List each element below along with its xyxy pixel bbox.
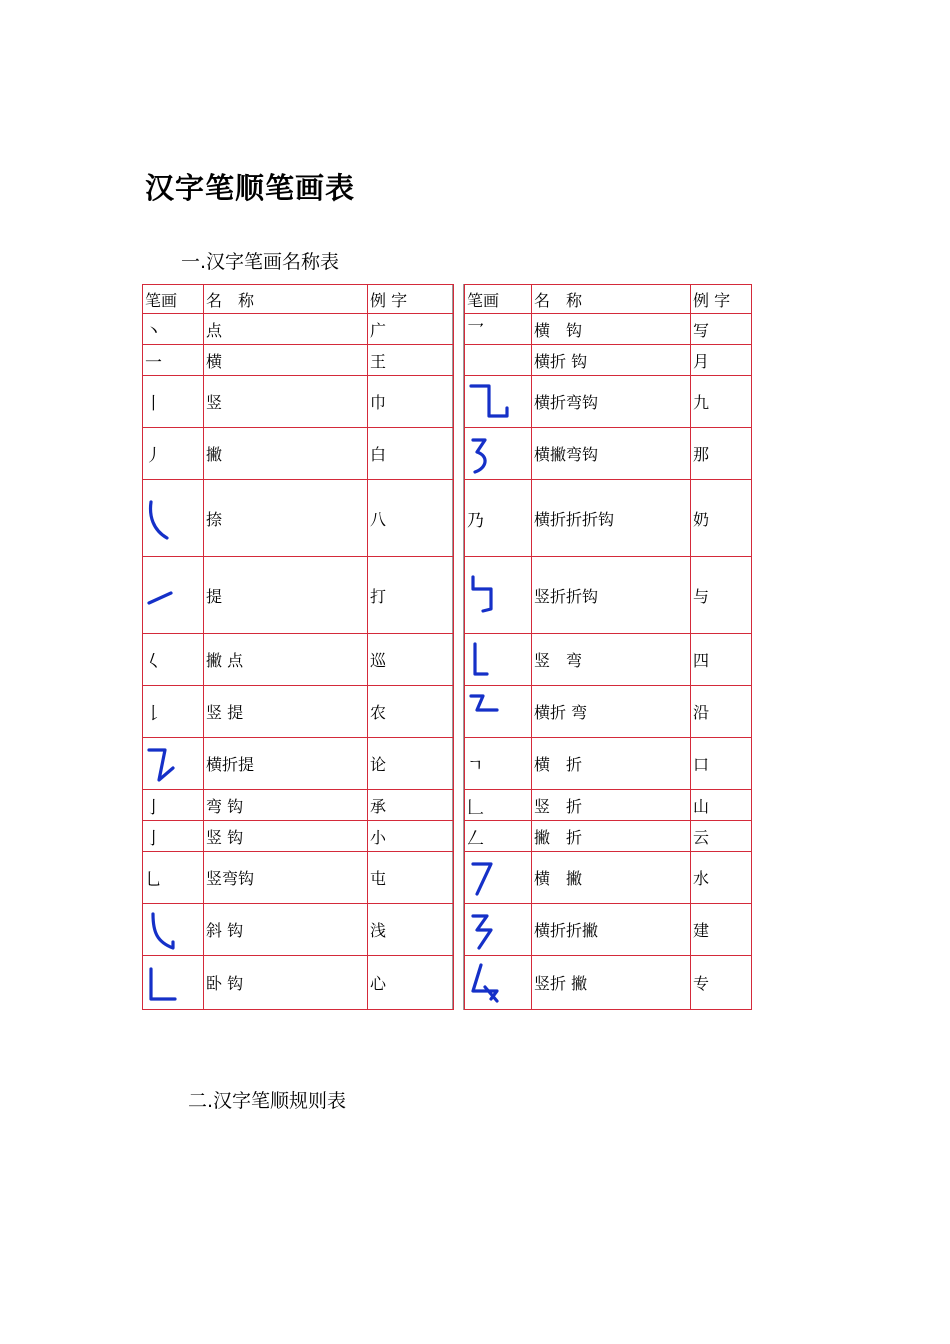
table-row <box>465 738 752 790</box>
stroke-cell <box>143 904 204 956</box>
table-header-row <box>465 285 752 314</box>
stroke-name: 提 <box>204 557 368 634</box>
stroke-name: 横 折 <box>532 738 691 790</box>
xiegou-stroke-icon <box>145 908 189 952</box>
stroke-cell <box>143 686 204 738</box>
stroke-cell <box>465 428 532 480</box>
hengpie-stroke-icon <box>467 856 511 900</box>
stroke-name: 撇 点 <box>204 634 368 686</box>
example-char: 心 <box>368 956 454 1010</box>
table-row <box>143 821 454 852</box>
section-heading-stroke-names: 一.汉字笔画名称表 <box>181 251 340 273</box>
stroke-cell <box>143 738 204 790</box>
stroke-cell <box>465 314 532 345</box>
hengzhewangou-stroke-icon <box>467 380 511 424</box>
stroke-name: 竖折 撇 <box>532 956 691 1010</box>
stroke-name: 竖 钩 <box>204 821 368 852</box>
example-char: 与 <box>691 557 752 634</box>
stroke-cell <box>465 345 532 376</box>
table-row <box>465 904 752 956</box>
table-row <box>465 821 752 852</box>
example-char: 专 <box>691 956 752 1010</box>
table-row <box>143 686 454 738</box>
stroke-glyph: 𡿨 <box>145 652 162 672</box>
table-row <box>143 480 454 557</box>
example-char: 白 <box>368 428 454 480</box>
stroke-name: 横折 弯 <box>532 686 691 738</box>
example-char: 月 <box>691 345 752 376</box>
stroke-name: 撇 折 <box>532 821 691 852</box>
stroke-name: 竖 <box>204 376 368 428</box>
stroke-name: 横折提 <box>204 738 368 790</box>
hengzheti-stroke-icon <box>145 742 189 786</box>
example-char: 水 <box>691 852 752 904</box>
stroke-name: 弯 钩 <box>204 790 368 821</box>
stroke-glyph: 一 <box>145 352 162 373</box>
stroke-name: 横折折折钩 <box>532 480 691 557</box>
stroke-glyph: 丶 <box>145 321 162 342</box>
example-char: 奶 <box>691 480 752 557</box>
stroke-cell <box>143 376 204 428</box>
table-row <box>143 904 454 956</box>
stroke-table-right <box>464 284 752 1010</box>
example-char: 九 <box>691 376 752 428</box>
stroke-glyph: 𠄌 <box>145 704 162 724</box>
stroke-cell <box>465 904 532 956</box>
stroke-name: 竖弯钩 <box>204 852 368 904</box>
table-row <box>465 852 752 904</box>
stroke-table-left <box>142 284 454 1010</box>
header-example: 例 字 <box>368 285 454 314</box>
table-row <box>465 956 752 1010</box>
hengzhewan-stroke-icon <box>467 690 511 734</box>
example-char: 沿 <box>691 686 752 738</box>
stroke-cell <box>465 557 532 634</box>
hengpiewangou-stroke-icon <box>467 432 511 476</box>
stroke-name: 卧 钩 <box>204 956 368 1010</box>
na-stroke-icon <box>145 496 189 540</box>
stroke-glyph: 𠃊 <box>467 797 484 818</box>
example-char: 四 <box>691 634 752 686</box>
header-name: 名 称 <box>532 285 691 314</box>
section-heading-stroke-order-rules: 二.汉字笔顺规则表 <box>188 1090 347 1112</box>
stroke-cell <box>143 480 204 557</box>
table-row <box>143 852 454 904</box>
table-row <box>143 634 454 686</box>
stroke-cell <box>465 634 532 686</box>
stroke-cell <box>143 557 204 634</box>
stroke-cell <box>465 821 532 852</box>
table-row <box>143 790 454 821</box>
example-char: 建 <box>691 904 752 956</box>
stroke-glyph: ㄱ <box>467 756 484 776</box>
stroke-name: 横折 钩 <box>532 345 691 376</box>
stroke-cell <box>465 790 532 821</box>
stroke-name: 竖 提 <box>204 686 368 738</box>
table-row <box>143 345 454 376</box>
example-char: 口 <box>691 738 752 790</box>
stroke-cell <box>143 428 204 480</box>
wogou-stroke-icon <box>145 961 189 1005</box>
example-char: 屯 <box>368 852 454 904</box>
table-row <box>465 345 752 376</box>
stroke-cell <box>465 738 532 790</box>
example-char: 云 <box>691 821 752 852</box>
stroke-name: 横 <box>204 345 368 376</box>
stroke-name: 撇 <box>204 428 368 480</box>
example-char: 巾 <box>368 376 454 428</box>
example-char: 山 <box>691 790 752 821</box>
stroke-name: 竖折折钩 <box>532 557 691 634</box>
stroke-glyph: 丿 <box>145 446 162 466</box>
shuwan-stroke-icon <box>467 638 511 682</box>
stroke-glyph: 乚 <box>145 870 162 890</box>
header-stroke: 笔画 <box>465 285 532 314</box>
example-char: 农 <box>368 686 454 738</box>
table-row <box>465 557 752 634</box>
stroke-cell <box>143 634 204 686</box>
shuzhezhegou-stroke-icon <box>467 573 511 617</box>
stroke-cell <box>465 956 532 1010</box>
stroke-cell <box>143 852 204 904</box>
table-row <box>143 376 454 428</box>
table-row <box>465 376 752 428</box>
header-example: 例 字 <box>691 285 752 314</box>
stroke-name: 横撇弯钩 <box>532 428 691 480</box>
table-row <box>143 738 454 790</box>
example-char: 那 <box>691 428 752 480</box>
stroke-glyph: 亅 <box>145 797 162 818</box>
table-row <box>465 634 752 686</box>
header-name: 名 称 <box>204 285 368 314</box>
stroke-cell <box>143 345 204 376</box>
example-char: 浅 <box>368 904 454 956</box>
stroke-cell <box>465 480 532 557</box>
table-header-row <box>143 285 454 314</box>
table-row <box>465 480 752 557</box>
stroke-name: 捺 <box>204 480 368 557</box>
table-row <box>143 314 454 345</box>
header-stroke: 笔画 <box>143 285 204 314</box>
stroke-cell <box>465 376 532 428</box>
stroke-glyph: 乛 <box>467 321 484 342</box>
stroke-name: 横折折撇 <box>532 904 691 956</box>
example-char: 写 <box>691 314 752 345</box>
example-char: 论 <box>368 738 454 790</box>
stroke-name: 竖 折 <box>532 790 691 821</box>
example-char: 巡 <box>368 634 454 686</box>
table-row <box>143 557 454 634</box>
stroke-glyph: 亅 <box>145 828 162 849</box>
stroke-name: 横 钩 <box>532 314 691 345</box>
table-row <box>465 790 752 821</box>
stroke-glyph: 乃 <box>467 510 484 531</box>
example-char: 承 <box>368 790 454 821</box>
example-char: 小 <box>368 821 454 852</box>
ti-stroke-icon <box>145 573 189 617</box>
stroke-name: 斜 钩 <box>204 904 368 956</box>
stroke-name: 横 撇 <box>532 852 691 904</box>
example-char: 打 <box>368 557 454 634</box>
stroke-cell <box>465 852 532 904</box>
stroke-cell <box>143 821 204 852</box>
table-row <box>143 428 454 480</box>
example-char: 八 <box>368 480 454 557</box>
stroke-glyph: 𠃋 <box>467 828 484 849</box>
stroke-name: 竖 弯 <box>532 634 691 686</box>
table-row <box>143 956 454 1010</box>
hengzhezhepie-stroke-icon <box>467 908 511 952</box>
table-row <box>465 686 752 738</box>
example-char: 广 <box>368 314 454 345</box>
stroke-cell <box>143 790 204 821</box>
table-row <box>465 428 752 480</box>
table-row <box>465 314 752 345</box>
stroke-name: 点 <box>204 314 368 345</box>
stroke-name: 横折弯钩 <box>532 376 691 428</box>
shuzhepie-stroke-icon <box>467 961 511 1005</box>
stroke-glyph: 丨 <box>145 394 162 414</box>
stroke-cell <box>143 314 204 345</box>
stroke-cell <box>143 956 204 1010</box>
page-title: 汉字笔顺笔画表 <box>145 171 356 205</box>
example-char: 王 <box>368 345 454 376</box>
stroke-cell <box>465 686 532 738</box>
